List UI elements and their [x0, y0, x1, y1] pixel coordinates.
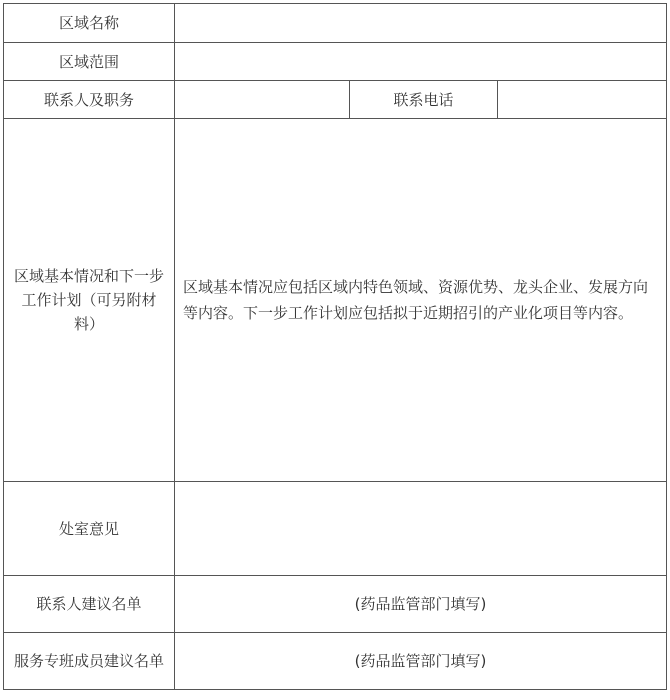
- region-scope-cell[interactable]: [175, 43, 667, 81]
- team-list-note[interactable]: (药品监管部门填写): [175, 633, 667, 690]
- contact-list-note[interactable]: (药品监管部门填写): [175, 576, 667, 633]
- row-region-name: [4, 4, 667, 43]
- phone-cell[interactable]: [498, 81, 667, 119]
- row-contact-list: [4, 576, 667, 633]
- situation-label: 区域基本情况和下一步工作计划（可另附材料）: [4, 119, 175, 482]
- region-name-cell[interactable]: [175, 4, 667, 43]
- situation-description[interactable]: 区域基本情况应包括区域内特色领域、资源优势、龙头企业、发展方向等内容。下一步工作计划应包括拟于近期招引的产业化项目等内容。: [175, 119, 667, 482]
- row-region-scope: [4, 43, 667, 81]
- office-opinion-cell[interactable]: [175, 482, 667, 576]
- phone-label: 联系电话: [350, 81, 498, 119]
- region-name-label: 区域名称: [4, 4, 175, 43]
- row-team-list: [4, 633, 667, 690]
- contact-cell[interactable]: [175, 81, 350, 119]
- row-situation: [4, 119, 667, 482]
- contact-list-label: 联系人建议名单: [4, 576, 175, 633]
- region-scope-label: 区域范围: [4, 43, 175, 81]
- row-contact: [4, 81, 667, 119]
- team-list-label: 服务专班成员建议名单: [4, 633, 175, 690]
- row-office-opinion: [4, 482, 667, 576]
- region-application-form: [3, 3, 667, 690]
- contact-label: 联系人及职务: [4, 81, 175, 119]
- office-opinion-label: 处室意见: [4, 482, 175, 576]
